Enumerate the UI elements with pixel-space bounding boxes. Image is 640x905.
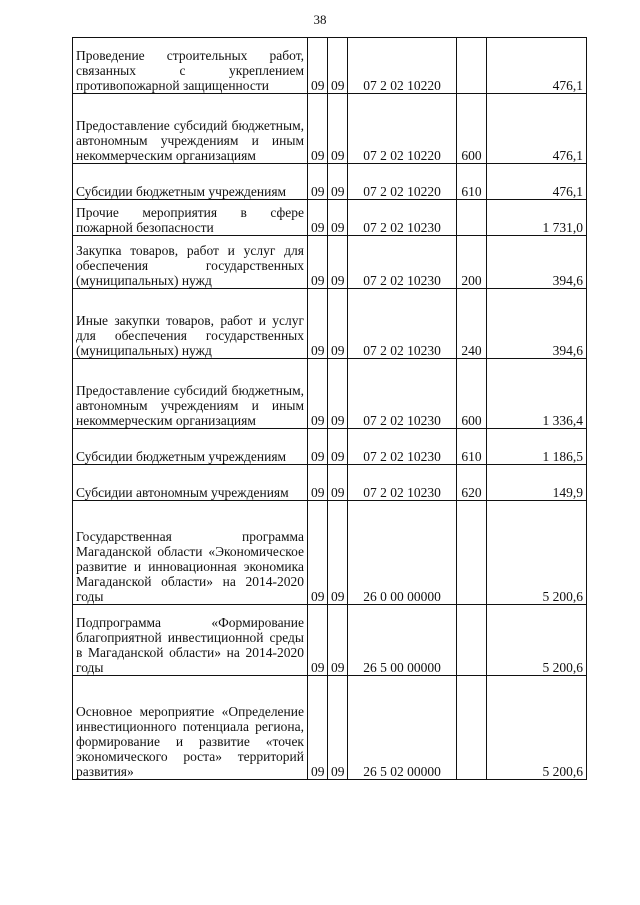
row-amount: 476,1 [487, 38, 587, 94]
row-subsection: 09 [328, 289, 348, 359]
row-amount: 1 186,5 [487, 429, 587, 465]
row-amount: 1 336,4 [487, 359, 587, 429]
row-name: Прочие мероприятия в сфере пожарной безопасности [73, 200, 308, 236]
row-amount: 5 200,6 [487, 676, 587, 780]
row-subsection: 09 [328, 200, 348, 236]
row-subsection: 09 [328, 465, 348, 501]
row-section: 09 [308, 164, 328, 200]
row-expense-type: 240 [457, 289, 487, 359]
row-section: 09 [308, 676, 328, 780]
row-amount: 476,1 [487, 94, 587, 164]
row-name: Субсидии автономным учреждениям [73, 465, 308, 501]
row-expense-type [457, 200, 487, 236]
row-expense-type: 620 [457, 465, 487, 501]
row-name: Государственная программа Магаданской области «Экономическое развитие и инновационная экономика Магаданской области» на 2014-2020 годы [73, 501, 308, 605]
row-expense-type: 600 [457, 94, 487, 164]
row-name: Закупка товаров, работ и услуг для обеспечения государственных (муниципальных) нужд [73, 236, 308, 289]
row-expense-type [457, 676, 487, 780]
row-section: 09 [308, 605, 328, 676]
row-expense-type [457, 501, 487, 605]
table-row [73, 289, 587, 359]
row-amount: 1 731,0 [487, 200, 587, 236]
row-expense-type [457, 605, 487, 676]
row-name: Субсидии бюджетным учреждениям [73, 429, 308, 465]
row-subsection: 09 [328, 676, 348, 780]
row-target-code: 26 5 00 00000 [348, 605, 457, 676]
row-amount: 5 200,6 [487, 501, 587, 605]
row-amount: 5 200,6 [487, 605, 587, 676]
table-row [73, 164, 587, 200]
table-row [73, 94, 587, 164]
budget-table [72, 37, 587, 780]
row-expense-type: 610 [457, 429, 487, 465]
row-amount: 394,6 [487, 236, 587, 289]
row-target-code: 26 0 00 00000 [348, 501, 457, 605]
row-target-code: 26 5 02 00000 [348, 676, 457, 780]
row-subsection: 09 [328, 164, 348, 200]
row-target-code: 07 2 02 10230 [348, 289, 457, 359]
table-row [73, 236, 587, 289]
row-target-code: 07 2 02 10230 [348, 200, 457, 236]
row-expense-type: 610 [457, 164, 487, 200]
table-row [73, 465, 587, 501]
row-target-code: 07 2 02 10220 [348, 94, 457, 164]
row-subsection: 09 [328, 429, 348, 465]
budget-table-body [73, 38, 587, 780]
row-section: 09 [308, 289, 328, 359]
row-section: 09 [308, 94, 328, 164]
row-target-code: 07 2 02 10220 [348, 164, 457, 200]
row-name: Подпрограмма «Формирование благоприятной инвестиционной среды в Магаданской области» на 2014-2020 годы [73, 605, 308, 676]
row-subsection: 09 [328, 94, 348, 164]
table-row [73, 429, 587, 465]
row-section: 09 [308, 200, 328, 236]
table-row [73, 359, 587, 429]
row-expense-type: 200 [457, 236, 487, 289]
table-row [73, 605, 587, 676]
row-subsection: 09 [328, 359, 348, 429]
row-target-code: 07 2 02 10230 [348, 429, 457, 465]
table-row [73, 676, 587, 780]
page-number: 38 [313, 12, 327, 27]
row-subsection: 09 [328, 501, 348, 605]
row-name: Основное мероприятие «Определение инвестиционного потенциала региона, формирование и развитие «точек экономического роста» территорий развития» [73, 676, 308, 780]
row-name: Субсидии бюджетным учреждениям [73, 164, 308, 200]
row-subsection: 09 [328, 38, 348, 94]
row-amount: 149,9 [487, 465, 587, 501]
row-target-code: 07 2 02 10230 [348, 236, 457, 289]
row-target-code: 07 2 02 10220 [348, 38, 457, 94]
row-expense-type [457, 38, 487, 94]
table-row [73, 200, 587, 236]
row-name: Предоставление субсидий бюджетным, автономным учреждениям и иным некоммерческим организациям [73, 359, 308, 429]
row-name: Предоставление субсидий бюджетным, автономным учреждениям и иным некоммерческим организациям [73, 94, 308, 164]
table-row [73, 501, 587, 605]
row-amount: 476,1 [487, 164, 587, 200]
row-section: 09 [308, 38, 328, 94]
row-section: 09 [308, 501, 328, 605]
row-name: Проведение строительных работ, связанных с укреплением противопожарной защищенности [73, 38, 308, 94]
row-subsection: 09 [328, 605, 348, 676]
row-section: 09 [308, 465, 328, 501]
row-target-code: 07 2 02 10230 [348, 359, 457, 429]
row-section: 09 [308, 236, 328, 289]
row-amount: 394,6 [487, 289, 587, 359]
row-name: Иные закупки товаров, работ и услуг для обеспечения государственных (муниципальных) нужд [73, 289, 308, 359]
row-subsection: 09 [328, 236, 348, 289]
row-section: 09 [308, 359, 328, 429]
row-target-code: 07 2 02 10230 [348, 465, 457, 501]
table-row [73, 38, 587, 94]
row-section: 09 [308, 429, 328, 465]
row-expense-type: 600 [457, 359, 487, 429]
